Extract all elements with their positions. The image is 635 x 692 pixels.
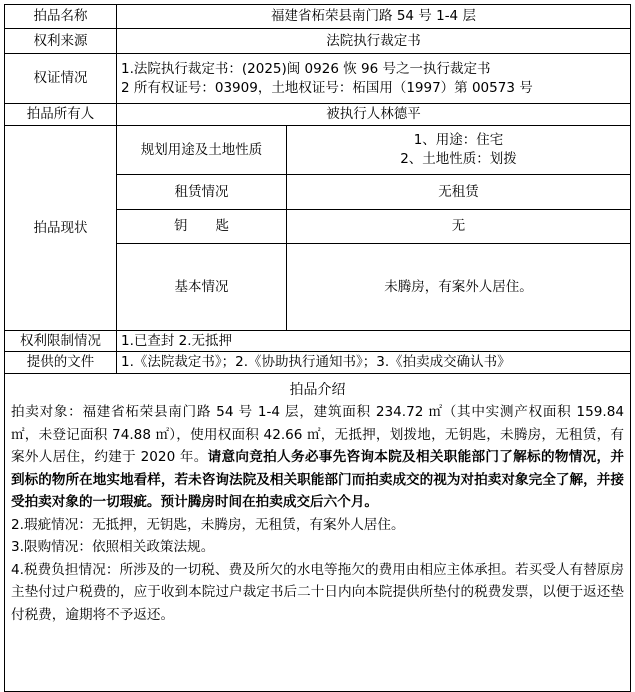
row-item-name: [5, 5, 631, 29]
certificates-line-1: 1.法院执行裁定书：(2025)闽 0926 恢 96 号之一执行裁定书: [121, 60, 491, 77]
keys-label-char-1: 钥: [174, 218, 216, 234]
row-introduction: [5, 374, 631, 692]
item-name-value: 福建省柘荣县南门路 54 号 1-4 层: [117, 5, 631, 29]
planning-use-line-1: 1、用途：住宅: [413, 132, 504, 148]
keys-label-char-2: 匙: [215, 218, 229, 234]
introduction-title: 拍品介绍: [289, 382, 346, 398]
basic-condition-label: 基本情况: [117, 244, 287, 331]
keys-value: 无: [287, 210, 631, 244]
auction-info-table: [4, 4, 631, 692]
auction-info-sheet: [4, 4, 630, 686]
introduction-paragraph-1-bold: 请意向竞拍人务必事先咨询本院及相关职能部门了解标的物情况，并到标的物所在地实地看样，若未咨询法院及相关职能部门而拍卖成交的视为对拍卖对象完全了解，并接受拍卖对象的一切瑕疵。预计腾房时间在拍卖成交后六个月。: [11, 449, 624, 510]
restrictions-label: 权利限制情况: [5, 331, 117, 352]
certificates-value: [117, 54, 631, 104]
row-restrictions: [5, 331, 631, 352]
planning-use-line-2: 2、土地性质：划拨: [400, 151, 517, 167]
introduction-paragraph-1: [11, 401, 624, 514]
planning-use-label: 规划用途及土地性质: [117, 126, 287, 175]
owner-label: 拍品所有人: [5, 104, 117, 126]
row-documents: [5, 352, 631, 374]
item-name-label: 拍品名称: [5, 5, 117, 29]
certificates-line-2: 2 所有权证号：03909，土地权证号：柘国用（1997）第 00573 号: [121, 79, 533, 96]
documents-value: 1.《法院裁定书》；2.《协助执行通知书》；3.《拍卖成交确认书》: [117, 352, 631, 374]
rights-source-value: 法院执行裁定书: [117, 29, 631, 54]
row-rights-source: [5, 29, 631, 54]
introduction-cell: [5, 374, 631, 692]
basic-condition-value: 未腾房，有案外人居住。: [287, 244, 631, 331]
row-certificates: [5, 54, 631, 104]
documents-label: 提供的文件: [5, 352, 117, 374]
lease-value: 无租赁: [287, 175, 631, 210]
current-status-label: 拍品现状: [5, 126, 117, 331]
lease-label: 租赁情况: [117, 175, 287, 210]
introduction-paragraph-3: 3.限购情况：依照相关政策法规。: [11, 539, 215, 555]
row-planning-use: [5, 126, 631, 175]
rights-source-label: 权利来源: [5, 29, 117, 54]
row-owner: [5, 104, 631, 126]
owner-value: 被执行人林德平: [117, 104, 631, 126]
introduction-paragraph-4: 4.税费负担情况：所涉及的一切税、费及所欠的水电等拖欠的费用由相应主体承担。若买受人有替原房主垫付过户税费的，应于收到本院过户裁定书后二十日内向本院提供所垫付的税费发票，以便于返还垫付税费，逾期将不予返还。: [11, 561, 624, 623]
introduction-paragraph-1-text: 拍卖对象：福建省柘荣县南门路 54 号 1-4 层，建筑面积 234.72 ㎡（其中实测产权面积 159.84 ㎡，未登记面积 74.88 ㎡），使用权面积 42.66 ㎡，无抵押，划拨地，无钥匙，未腾房，无租赁，有案外人居住，约建于 2020 年。: [11, 404, 624, 465]
introduction-paragraph-2: 2.瑕疵情况：无抵押，无钥匙，未腾房，无租赁，有案外人居住。: [11, 516, 405, 533]
certificates-label: 权证情况: [5, 54, 117, 104]
planning-use-value: [287, 126, 631, 175]
restrictions-value: 1.已查封 2.无抵押: [117, 331, 631, 352]
keys-label: [117, 210, 287, 244]
